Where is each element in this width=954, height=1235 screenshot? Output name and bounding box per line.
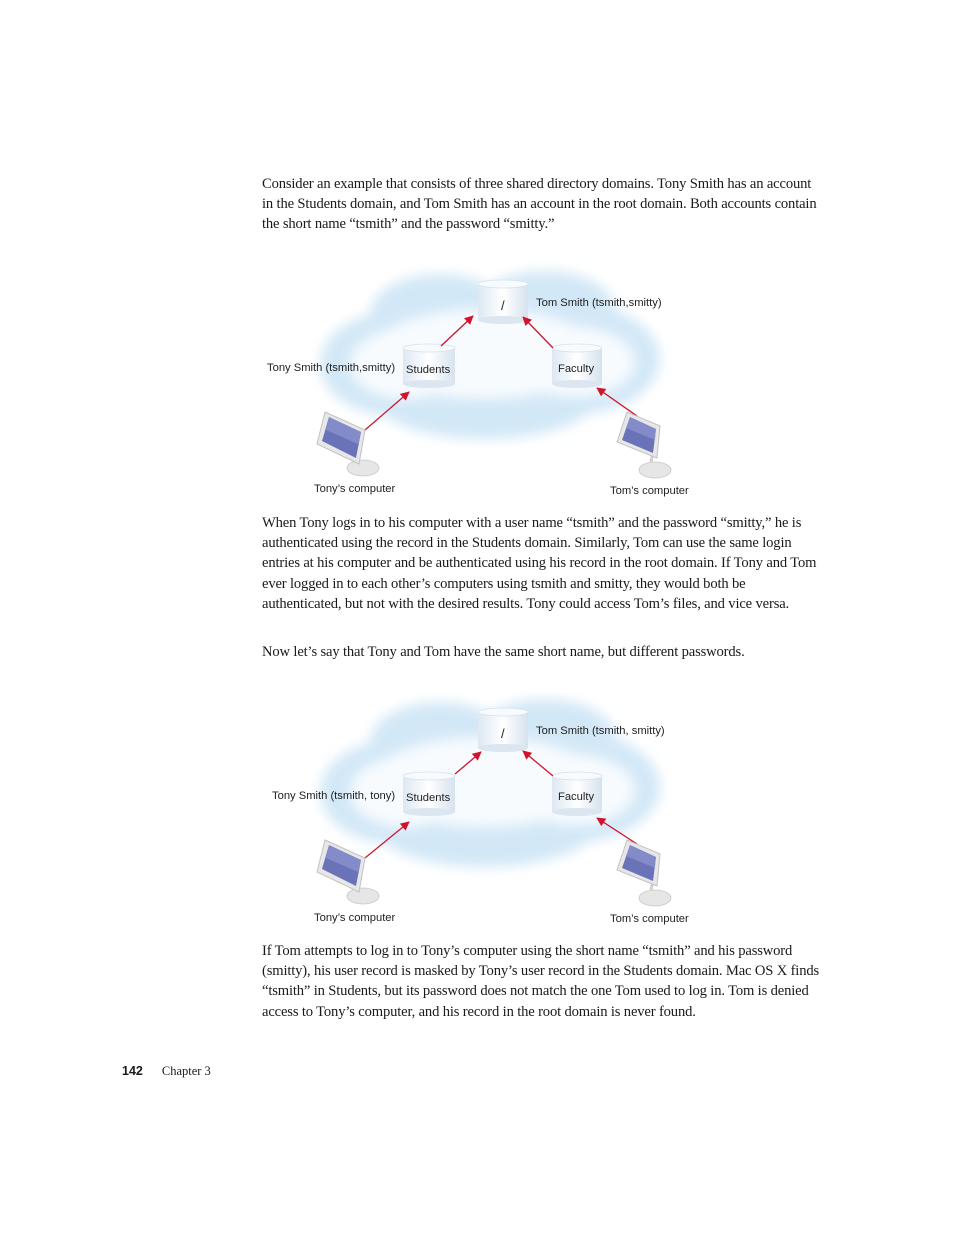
different-passwords-paragraph: Now let’s say that Tony and Tom have the same short name, but different passwords. — [262, 644, 745, 660]
root-account-label: Tom Smith (tsmith, smitty) — [536, 725, 665, 737]
intro-paragraph: Consider an example that consists of three shared directory domains. Tony Smith has an account in the Students domain, and Tom Smith has an account in the root domain. Both accounts contain the short name “tsmith” and the password “smitty.” — [262, 176, 817, 233]
tom-computer-label: Tom’s computer — [610, 485, 689, 497]
directory-domains-diagram-2 — [255, 682, 715, 932]
root-account-label: Tom Smith (tsmith,smitty) — [536, 297, 662, 309]
page-footer — [122, 1064, 211, 1079]
chapter-label: Chapter 3 — [161, 1064, 211, 1078]
tom-computer-label: Tom’s computer — [610, 913, 689, 925]
students-account-label: Tony Smith (tsmith, tony) — [272, 790, 396, 802]
root-domain-label: / — [501, 726, 505, 741]
tony-computer-label: Tony’s computer — [314, 912, 396, 924]
faculty-domain-label: Faculty — [558, 363, 595, 375]
tom-computer-icon — [617, 412, 671, 478]
directory-domains-diagram-1 — [255, 254, 715, 504]
authentication-paragraph: When Tony logs in to his computer with a user name “tsmith” and the password “smitty,” he is authenticated using the record in the Students domain. Similarly, Tom can use the same login entries at his computer and be authenticated using his record in the root domain. If Tony and Tom ever logged in to each other’s computers using tsmith and smitty, they would both be authenticated, but not with the desired results. Tony could access Tom’s files, and vice versa. — [262, 515, 817, 612]
tony-computer-label: Tony’s computer — [314, 483, 396, 495]
root-domain-label: / — [501, 298, 505, 313]
faculty-domain-label: Faculty — [558, 791, 595, 803]
students-account-label: Tony Smith (tsmith,smitty) — [267, 362, 396, 374]
students-domain-label: Students — [406, 792, 451, 804]
masking-paragraph: If Tom attempts to log in to Tony’s computer using the short name “tsmith” and his password (smitty), his user record is masked by Tony’s user record in the Students domain. Mac OS X finds “tsmith” in Students, but its password does not match the one Tom used to log in. Tom is denied access to Tony’s computer, and his record in the root domain is never found. — [262, 943, 820, 1020]
students-domain-label: Students — [406, 364, 451, 376]
tom-computer-icon — [617, 840, 671, 906]
tony-computer-icon — [317, 412, 379, 476]
page-number: 142 — [122, 1064, 143, 1078]
tony-computer-icon — [317, 840, 379, 904]
